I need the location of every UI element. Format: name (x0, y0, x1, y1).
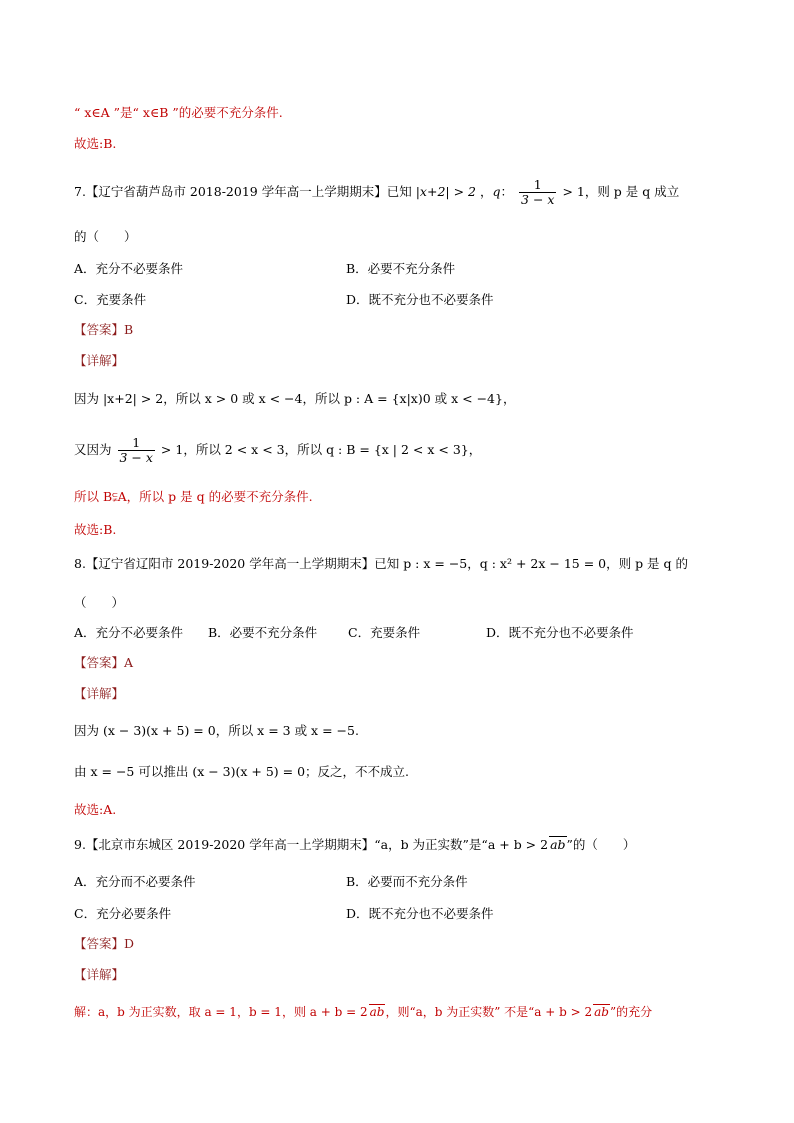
q7-answer: 【答案】B (74, 322, 134, 337)
prev-conclusion: “ x∈A ”是“ x∈B ”的必要不充分条件. (74, 105, 283, 120)
prev-choose: 故选:B. (74, 136, 117, 151)
q9-option-a: A．充分而不必要条件 (74, 874, 196, 889)
q8-answer: 【答案】A (74, 655, 134, 670)
q7-solution-1: 因为 |x+2| > 2，所以 x > 0 或 x < −4，所以 p : A = {x|x)0 或 x < −4}， (74, 391, 516, 406)
q7-stem-cont: 的（ ） (74, 229, 137, 244)
q7-solution-fraction: $\frac{1}{3 - x}$ (119, 435, 153, 465)
q8-option-c: C．充要条件 (348, 625, 421, 640)
q8-option-a: A．充分不必要条件 (74, 625, 184, 640)
q9-solution-sqrt-2: ab (594, 1005, 609, 1019)
q7-option-d: D．既不充分也不必要条件 (346, 292, 494, 307)
q9-stem: 9.【北京市东城区 2019-2020 学年高一上学期期末】“a，b 为正实数”是“a + b > 2 ab”的（ ） (74, 837, 636, 852)
q9-detail-heading: 【详解】 (74, 967, 125, 982)
q8-option-b: B．必要不充分条件 (208, 625, 318, 640)
q7-solution-2: 又因为 $\frac{1}{3 - x}$ > 1，所以 2 < x < 3，所以 q : B = {x | 2 < x < 3}， (74, 435, 482, 465)
q9-option-c: C．充分必要条件 (74, 906, 172, 921)
q7-option-a: A．充分不必要条件 (74, 261, 184, 276)
q8-solution-1: 因为 (x − 3)(x + 5) = 0，所以 x = 3 或 x = −5. (74, 723, 359, 738)
q9-answer: 【答案】D (74, 936, 135, 951)
q7-option-c: C．充要条件 (74, 292, 147, 307)
q8-option-d: D．既不充分也不必要条件 (486, 625, 634, 640)
q8-solution-2: 由 x = −5 可以推出 (x − 3)(x + 5) = 0；反之，不不成立. (74, 764, 410, 779)
q7-solution-3: 所以 B⫋A，所以 p 是 q 的必要不充分条件. (74, 489, 313, 504)
q8-detail-heading: 【详解】 (74, 686, 125, 701)
q9-solution-sqrt-1: ab (369, 1005, 385, 1019)
q9-option-d: D．既不充分也不必要条件 (346, 906, 494, 921)
q7-fraction: $\frac{1}{3 - x}$ (521, 177, 555, 207)
q9-solution: 解：a，b 为正实数，取 a = 1，b = 1，则 a + b = 2 ab，则“a，b 为正实数” 不是“a + b > 2 ab”的充分 (74, 1005, 653, 1019)
q9-option-b: B．必要而不充分条件 (346, 874, 468, 889)
q9-sqrt: ab (550, 837, 566, 852)
q8-stem: 8.【辽宁省辽阳市 2019-2020 学年高一上学期期末】已知 p : x = −5，q : x² + 2x − 15 = 0，则 p 是 q 的 (74, 556, 688, 571)
q7-cond-p: |x+2| > 2 (415, 184, 476, 199)
q7-stem: 7.【辽宁省葫芦岛市 2018-2019 学年高一上学期期末】已知 |x+2| > 2 ，q： $\frac{1}{3 - x}$ > 1，则 p 是 q 成立 (74, 177, 680, 207)
q7-choose: 故选:B. (74, 522, 117, 537)
q7-detail-heading: 【详解】 (74, 353, 125, 368)
q8-stem-cont: （ ） (74, 595, 125, 610)
q8-choose: 故选:A. (74, 802, 117, 817)
q7-option-b: B．必要不充分条件 (346, 261, 456, 276)
